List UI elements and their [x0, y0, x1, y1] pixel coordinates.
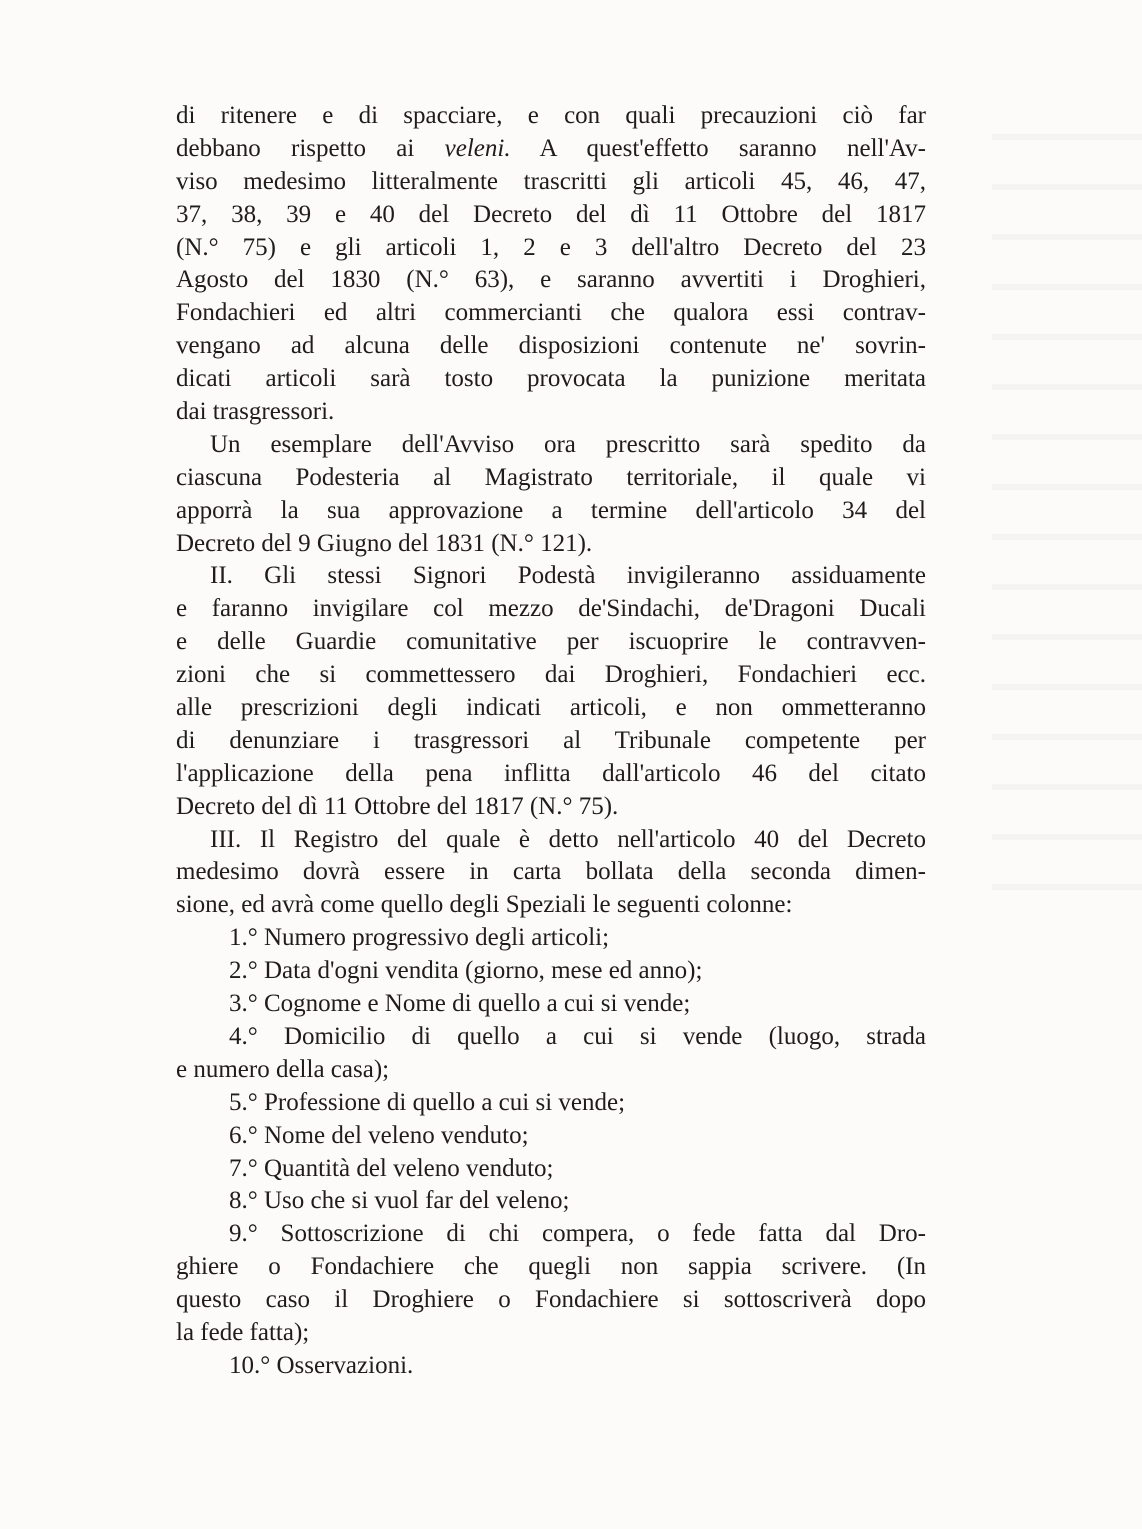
paragraph-3: [176, 560, 926, 823]
column-list-item: 2.° Data d'ogni vendita (giorno, mese ed anno);: [229, 957, 703, 985]
text-line: l'applicazione della pena inflitta dall'articolo 46 del citato: [176, 759, 926, 787]
text-line: di ritenere e di spacciare, e con quali precauzioni ciò far: [176, 102, 926, 129]
bleed-through-shadow: [992, 90, 1142, 910]
text-line: Un esemplare dell'Avviso ora prescritto sarà spedito da: [210, 430, 926, 458]
text-line: Agosto del 1830 (N.° 63), e saranno avvertiti i Droghieri,: [176, 266, 926, 294]
text-line: debbano rispetto ai veleni. A quest'effetto saranno nell'Av-: [176, 134, 926, 162]
text-line: zioni che si commettessero dai Droghieri, Fondachieri ecc.: [176, 661, 926, 689]
column-list-item: questo caso il Droghiere o Fondachiere si sottoscriverà dopo: [176, 1286, 926, 1314]
column-list-item: 6.° Nome del veleno venduto;: [229, 1121, 529, 1149]
column-list-item: ghiere o Fondachiere che quegli non sappia scrivere. (In: [176, 1253, 926, 1281]
column-list-item: 5.° Professione di quello a cui si vende;: [229, 1088, 626, 1116]
column-list-item: 3.° Cognome e Nome di quello a cui si vende;: [229, 990, 691, 1018]
text-line: vengano ad alcuna delle disposizioni contenute ne' sovrin-: [176, 332, 926, 360]
document-body: [176, 100, 926, 1383]
text-line: II. Gli stessi Signori Podestà invigileranno assiduamente: [210, 562, 926, 590]
column-list: [176, 922, 926, 1382]
text-line: dai trasgressori.: [176, 398, 335, 426]
column-list-item: 1.° Numero progressivo degli articoli;: [229, 924, 610, 952]
text-line: Decreto del dì 11 Ottobre del 1817 (N.° 75).: [176, 792, 619, 820]
column-list-item: 4.° Domicilio di quello a cui si vende (luogo, strada: [229, 1022, 926, 1050]
text-line: Fondachieri ed altri commercianti che qualora essi contrav-: [176, 299, 926, 327]
text-line: medesimo dovrà essere in carta bollata della seconda dimen-: [176, 858, 926, 886]
paragraph-1: [176, 100, 926, 429]
text-line: III. Il Registro del quale è detto nell'articolo 40 del Decreto: [210, 825, 926, 853]
text-line: sione, ed avrà come quello degli Speziali le seguenti colonne:: [176, 891, 793, 919]
text-line: viso medesimo litteralmente trascritti gli articoli 45, 46, 47,: [176, 167, 926, 195]
text-line: ciascuna Podesteria al Magistrato territoriale, il quale vi: [176, 463, 926, 491]
paragraph-4: [176, 824, 926, 923]
column-list-item: 10.° Osservazioni.: [229, 1351, 414, 1379]
text-line: e delle Guardie comunitative per iscuoprire le contravven-: [176, 628, 926, 656]
text-line: 37, 38, 39 e 40 del Decreto del dì 11 Ottobre del 1817: [176, 200, 926, 228]
column-list-item: e numero della casa);: [176, 1055, 390, 1083]
text-line: alle prescrizioni degli indicati articoli, e non ommetteranno: [176, 694, 926, 722]
text-line: dicati articoli sarà tosto provocata la punizione meritata: [176, 365, 926, 393]
column-list-item: 9.° Sottoscrizione di chi compera, o fede fatta dal Dro-: [229, 1220, 926, 1248]
text-line: (N.° 75) e gli articoli 1, 2 e 3 dell'altro Decreto del 23: [176, 233, 926, 261]
text-line: di denunziare i trasgressori al Tribunale competente per: [176, 726, 926, 754]
text-line: Decreto del 9 Giugno del 1831 (N.° 121).: [176, 529, 593, 557]
column-list-item: 7.° Quantità del veleno venduto;: [229, 1154, 554, 1182]
text-line: apporrà la sua approvazione a termine dell'articolo 34 del: [176, 496, 926, 524]
text-line: e faranno invigilare col mezzo de'Sindachi, de'Dragoni Ducali: [176, 595, 926, 623]
column-list-item: 8.° Uso che si vuol far del veleno;: [229, 1187, 570, 1215]
column-list-item: la fede fatta);: [176, 1318, 310, 1346]
paragraph-2: [176, 429, 926, 561]
